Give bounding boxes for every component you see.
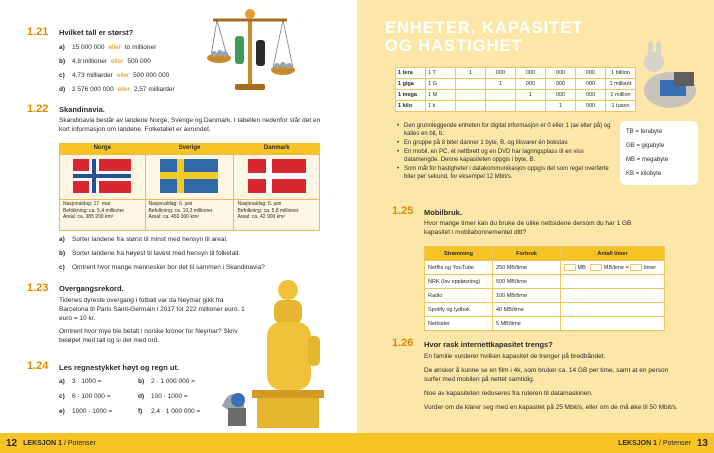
- unit-prefix-table: [395, 67, 636, 112]
- countries-table: [59, 143, 320, 231]
- list-item: b) Sorter landene fra høyest til lavest med hensyn til folketall.: [59, 249, 240, 257]
- country-info: Nasjonaldag: 6. juni Befolkning: ca. 10,3 millioner Areal: ca. 450 300 km²: [145, 200, 234, 231]
- list-item: b) 4,8 millioner eller 500 000: [59, 57, 151, 65]
- list-item: • Den grunnleggende enheten for digital informasjon er 0 eller 1 (av eller på) og kalles en bit, b.: [397, 122, 619, 139]
- streaming-table: Strømming Forbruk Antall timer Netflix og YouTube 250 MB/time MB : MB/time = timer NRK (lav oppløsning) 500 MB/time Radio 100 MB/time Spotify og lydbok 40 MB/time Nettsider 5 MB/time: [424, 246, 665, 331]
- flag-cell: [60, 155, 146, 200]
- table-row: Spotify og lydbok 40 MB/time: [425, 303, 665, 317]
- dog-statue-illustration: [212, 278, 352, 430]
- exercise-questions: [59, 232, 265, 274]
- norway-flag: [73, 159, 131, 193]
- page-footer: [0, 433, 357, 453]
- list-item: d) 2 576 000 000 eller 2,57 milliarder: [59, 85, 175, 93]
- country-header: Danmark: [234, 144, 320, 155]
- abbreviation-box: TB = terabyte GB = gigabyte MB = megabyte KB = kilobyte: [620, 121, 698, 185]
- rabbit-illustration: [630, 40, 710, 120]
- exercise-text: Vurder om de klarer seg med en kapasitet på 25 Mbit/s, eller om de må øke til 50 Mbit/s.: [424, 404, 678, 411]
- exercise-number: 1.22: [27, 103, 49, 115]
- denmark-flag: [248, 159, 306, 193]
- country-info: Nasjonaldag: 5. juni Befolkning: ca. 5,8 millioner Areal: ca. 42 900 km²: [234, 200, 320, 231]
- exercise-title: Mobilbruk.: [424, 208, 462, 217]
- table-row: Radio 100 MB/time: [425, 289, 665, 303]
- list-item: a) 15 000 000 eller to millioner: [59, 43, 157, 51]
- exercise-title: Hvilket tall er størst?: [59, 28, 134, 37]
- exercise-number: 1.25: [392, 205, 414, 217]
- table-row: 1 mega 1 M 1 000 000 1 million: [396, 90, 636, 101]
- chapter-title: ENHETER, KAPASITET OG HASTIGHET: [385, 19, 584, 56]
- answer-box[interactable]: [590, 264, 602, 271]
- table-row: 1 kilo 1 k 1 000 1 tusen: [396, 101, 636, 112]
- exercise-number: 1.21: [27, 26, 49, 38]
- table-row: Nettsider 5 MB/time: [425, 317, 665, 331]
- info-bullets: [397, 122, 619, 182]
- country-header: Sverige: [145, 144, 234, 155]
- answer-box[interactable]: [630, 264, 642, 271]
- exercise-title: Overgangsrekord.: [59, 284, 124, 293]
- exercise-intro: Hvor mange timer kan du bruke de ulike nettsidene dersom du har 1 GB kapasitet i mobilabonnementet ditt?: [424, 220, 632, 236]
- table-row: Netflix og YouTube 250 MB/time MB : MB/time = timer: [425, 261, 665, 275]
- table-row: 1 tera 1 T 1 000 000 000 000 1 billion: [396, 68, 636, 79]
- exercise-text: Tidenes dyreste overgang i fotball var da Neymar gikk fra Barcelona til Paris Saint-Germain i 2017 for 222 millioner euro. 1 euro = 10 kr.: [59, 297, 245, 322]
- exercise-title: Skandinavia.: [59, 105, 105, 114]
- exercise-number: 1.23: [27, 282, 49, 294]
- exercise-title: Les regnestykket høyt og regn ut.: [59, 363, 180, 372]
- balance-scale-illustration: [205, 6, 295, 96]
- exercise-number: 1.24: [27, 360, 49, 372]
- exercise-text: De ønsker å kunne se en film i 4k, som bruker ca. 14 GB per time, samt at en person surfer med mobilen på nettet samtidig.: [424, 367, 669, 383]
- calc-cell: MB : MB/time = timer: [561, 261, 665, 275]
- exercise-title: Hvor rask internettkapasitet trengs?: [424, 340, 553, 349]
- exercise-items: a) 3 · 1000 = b) 2 · 1 000 000 = c) 6 · 100 000 = d) 100 · 1000 = e) 1000 · 1000 = f) 2,4 · 1 000 000 =: [59, 378, 201, 415]
- list-item: • Som mål for hastigheter i datakommunikasjon oppgis det som regel overførte biter per sekund, for eksempel 12 Mbit/s.: [397, 165, 619, 182]
- table-row: NRK (lav oppløsning) 500 MB/time: [425, 275, 665, 289]
- country-info: Nasjonaldag: 17. mai Befolkning: ca. 5,4 millioner Areal: ca. 385 200 km²: [60, 200, 146, 231]
- sweden-flag: [160, 159, 218, 193]
- list-item: a) Sorter landene fra størst til minst med hensyn til areal.: [59, 235, 228, 243]
- exercise-items: [59, 40, 175, 96]
- lesson-label: LEKSJON 1 / Potenser: [23, 439, 96, 447]
- page-footer: [357, 433, 714, 453]
- exercise-number: 1.26: [392, 337, 414, 349]
- list-item: c) Omtrent hvor mange mennesker bor det til sammen i Skandinavia?: [59, 263, 265, 271]
- answer-box[interactable]: [564, 264, 576, 271]
- list-item: • En gruppe på 8 biter danner 1 byte, B, og tilsvarer én bokstav.: [397, 139, 619, 147]
- flag-cell: [145, 155, 234, 200]
- page-number: 12: [6, 437, 18, 449]
- lesson-label: LEKSJON 1 / Potenser: [618, 439, 691, 447]
- country-header: Norge: [60, 144, 146, 155]
- exercise-text: Omtrent hvor mye ble betalt i norske kroner for Neymar? Skriv beløpet med tall og si det med ord.: [59, 328, 238, 344]
- flag-cell: [234, 155, 320, 200]
- list-item: c) 4,73 milliarder eller 500 000 000: [59, 71, 170, 79]
- exercise-text: Noe av kapasiteten reduseres fra ruteren til datamaskinen.: [424, 390, 593, 397]
- list-item: • En mobil, en PC, et nettbrett og en DVD har lagringsplass til en viss datamengde. Denne kapasiteten oppgis i byte, B.: [397, 148, 619, 165]
- table-row: 1 giga 1 G 1 000 000 000 1 milliard: [396, 79, 636, 90]
- exercise-intro: Skandinavia består av landene Norge, Sverige og Danmark. I tabellen nedenfor står det en kort informasjon om landene. Folketallet er avrundet.: [59, 117, 321, 133]
- page-number: 13: [696, 437, 708, 449]
- exercise-text: En familie vurderer hvilken kapasitet de trenger på bredbåndet.: [424, 353, 606, 360]
